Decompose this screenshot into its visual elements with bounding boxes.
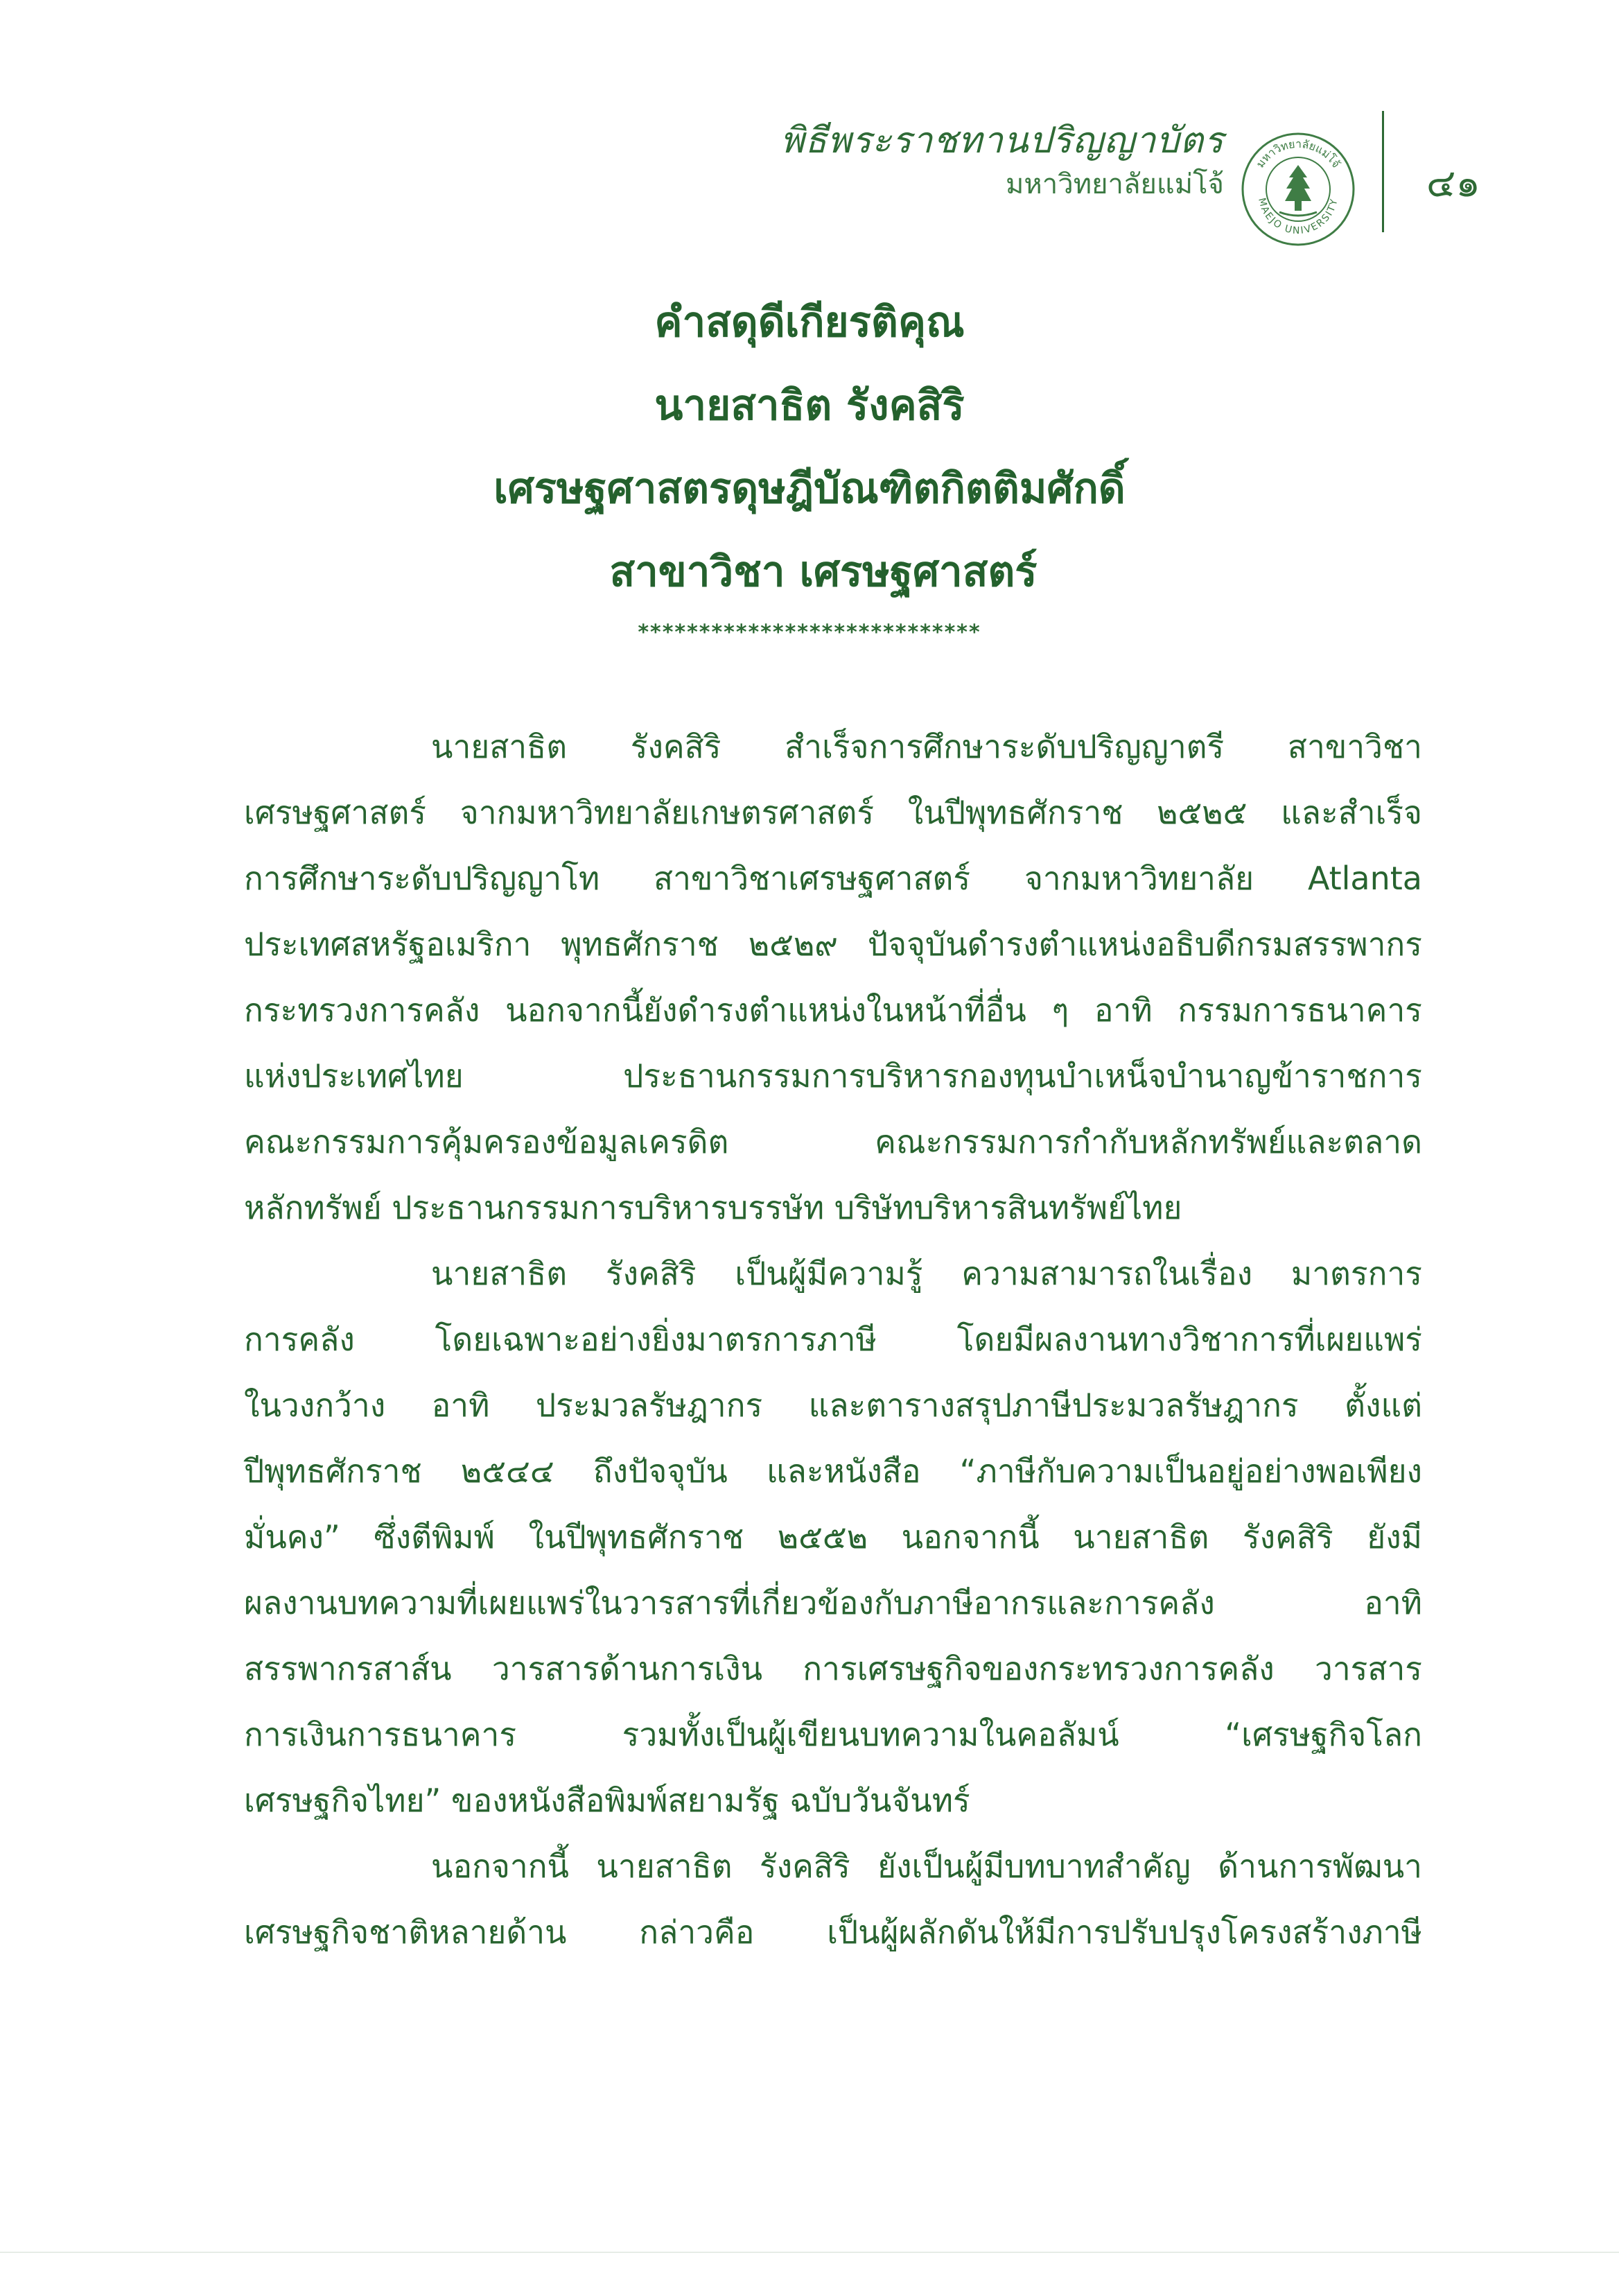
- body-line: การเงินการธนาคาร รวมทั้งเป็นผู้เขียนบทความในคอลัมน์ “เศรษฐกิจโลก: [244, 1716, 1422, 1753]
- body-line: เศรษฐกิจไทย” ของหนังสือพิมพ์สยามรัฐ ฉบับวันจันทร์: [244, 1782, 970, 1819]
- body-line: เศรษฐกิจชาติหลายด้าน กล่าวคือ เป็นผู้ผลักดันให้มีการปรับปรุงโครงสร้างภาษี: [244, 1913, 1422, 1951]
- honoree-name: นายสาธิต รังคสิริ: [654, 381, 965, 430]
- document-header: [780, 118, 1224, 202]
- page-number: ๔๑: [1426, 161, 1480, 206]
- body-line: สรรพากรสาส์น วารสารด้านการเงิน การเศรษฐกิจของกระทรวงการคลัง วารสาร: [244, 1650, 1422, 1687]
- body-line: เศรษฐศาสตร์ จากมหาวิทยาลัยเกษตรศาสตร์ ในปีพุทธศักราช ๒๕๒๕ และสำเร็จ: [244, 794, 1422, 831]
- university-seal-icon: [1239, 130, 1357, 248]
- body-line: มั่นคง” ซึ่งตีพิมพ์ ในปีพุทธศักราช ๒๕๕๒ นอกจากนี้ นายสาธิต รังคสิริ ยังมี: [244, 1518, 1422, 1556]
- body-line: กระทรวงการคลัง นอกจากนี้ยังดำรงตำแหน่งในหน้าที่อื่น ๆ อาทิ กรรมการธนาคาร: [244, 991, 1422, 1029]
- university-name: มหาวิทยาลัยแม่โจ้: [1006, 168, 1224, 200]
- body-line: นายสาธิต รังคสิริ เป็นผู้มีความรู้ ความสามารถในเรื่อง มาตรการ: [431, 1255, 1422, 1292]
- page-bottom-edge: [0, 2252, 1619, 2253]
- body-line: การคลัง โดยเฉพาะอย่างยิ่งมาตรการภาษี โดยมีผลงานทางวิชาการที่เผยแพร่: [244, 1321, 1422, 1358]
- body-line: ประเทศสหรัฐอเมริกา พุทธศักราช ๒๕๒๙ ปัจจุบันดำรงตำแหน่งอธิบดีกรมสรรพากร: [244, 925, 1422, 963]
- body-line: หลักทรัพย์ ประธานกรรมการบริหารบรรษัท บริษัทบริหารสินทรัพย์ไทย: [244, 1189, 1182, 1226]
- field-of-study: สาขาวิชา เศรษฐศาสตร์: [609, 548, 1038, 596]
- seal-text-top: มหาวิทยาลัยแม่โจ้: [1253, 137, 1343, 171]
- ceremony-title: พิธีพระราชทานปริญญาบัตร: [780, 120, 1224, 162]
- header-divider: [1382, 111, 1384, 232]
- body-line: นอกจากนี้ นายสาธิต รังคสิริ ยังเป็นผู้มีบทบาทสำคัญ ด้านการพัฒนา: [431, 1847, 1422, 1885]
- citation-body: [244, 714, 1422, 1965]
- degree-title: เศรษฐศาสตรดุษฎีบัณฑิตกิตติมศักดิ์: [493, 464, 1126, 513]
- title-separator: ****************************: [638, 620, 981, 645]
- body-line: ปีพุทธศักราช ๒๕๔๔ ถึงปัจจุบัน และหนังสือ “ภาษีกับความเป็นอยู่อย่างพอเพียง: [244, 1452, 1422, 1490]
- body-line: คณะกรรมการคุ้มครองข้อมูลเครดิต คณะกรรมการกำกับหลักทรัพย์และตลาด: [244, 1123, 1422, 1160]
- body-line: การศึกษาระดับปริญญาโท สาขาวิชาเศรษฐศาสตร์ จากมหาวิทยาลัย Atlanta: [244, 860, 1422, 897]
- body-line: ผลงานบทความที่เผยแพร่ในวารสารที่เกี่ยวข้องกับภาษีอากรและการคลัง อาทิ: [244, 1584, 1422, 1621]
- seal-text-bottom: MAEJO UNIVERSITY: [1256, 196, 1340, 237]
- title-block: [0, 281, 1619, 647]
- title-heading: คำสดุดีเกียรติคุณ: [654, 298, 965, 347]
- body-line: แห่งประเทศไทย ประธานกรรมการบริหารกองทุนบำเหน็จบำนาญข้าราชการ: [244, 1057, 1422, 1095]
- body-line: นายสาธิต รังคสิริ สำเร็จการศึกษาระดับปริญญาตรี สาขาวิชา: [431, 728, 1422, 765]
- body-line: ในวงกว้าง อาทิ ประมวลรัษฎากร และตารางสรุปภาษีประมวลรัษฎากร ตั้งแต่: [244, 1386, 1422, 1424]
